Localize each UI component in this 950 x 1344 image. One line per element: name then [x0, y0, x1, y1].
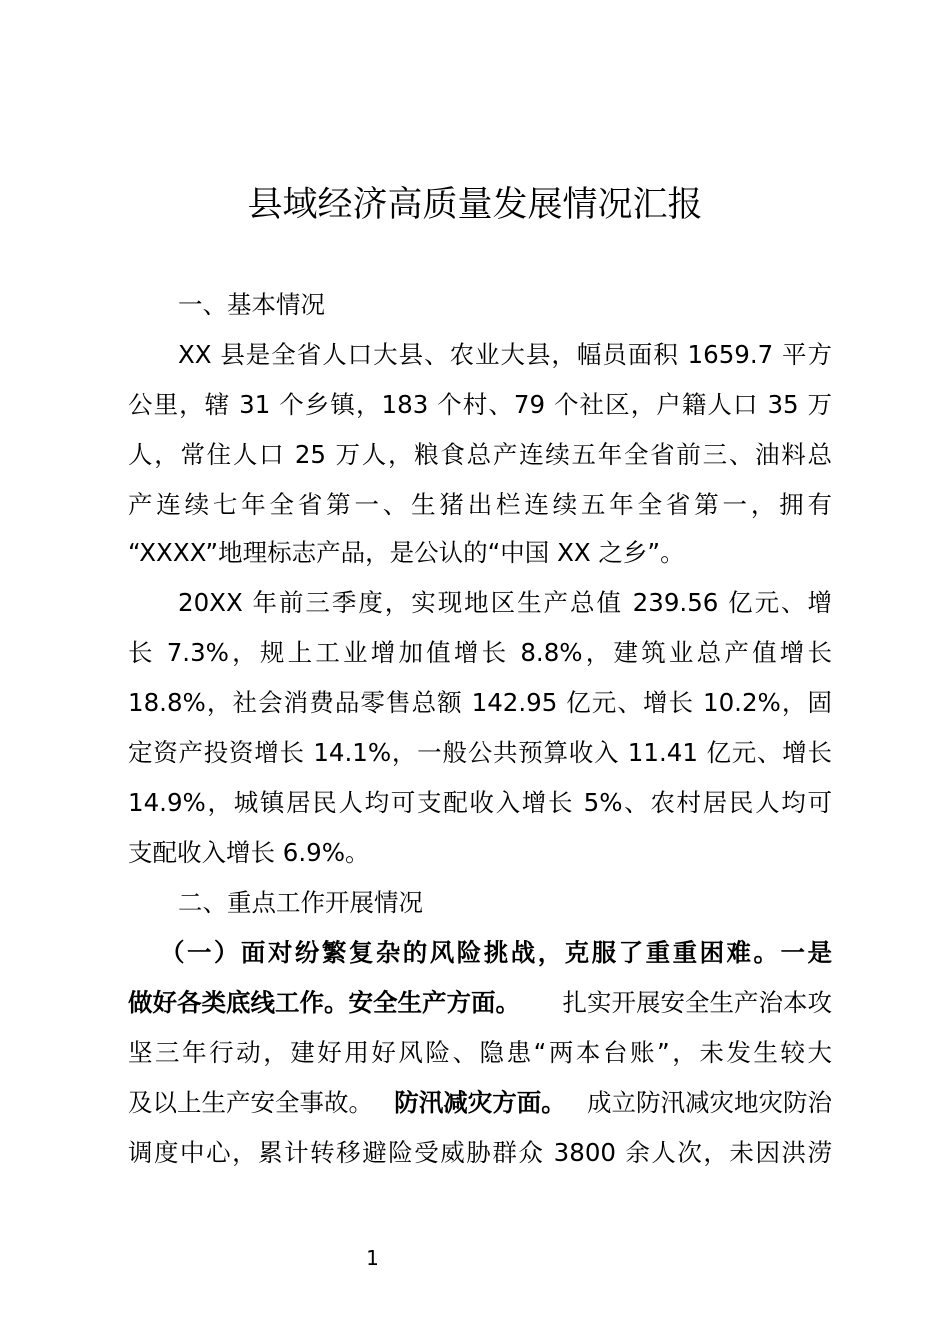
paragraph-line: 人，常住人口 25 万人，粮食总产连续五年全省前三、油料总	[128, 440, 832, 469]
page-number: 1	[366, 1246, 379, 1270]
paragraph-line: 坚三年行动，建好用好风险、隐患“两本台账”，未发生较大	[128, 1038, 832, 1067]
bold-run: 做好各类底线工作。安全生产方面。	[128, 988, 520, 1017]
paragraph-line: 长 7.3%，规上工业增加值增长 8.8%，建筑业总产值增长	[128, 638, 832, 667]
paragraph-line: 支配收入增长 6.9%。	[128, 838, 370, 867]
paragraph-line: 20XX 年前三季度，实现地区生产总值 239.56 亿元、增	[178, 588, 832, 617]
paragraph-line: 产连续七年全省第一、生猪出栏连续五年全省第一，拥有	[128, 490, 832, 519]
bold-run: 防汛减灾方面。	[394, 1088, 566, 1117]
text-run: 及以上生产安全事故。	[128, 1088, 373, 1117]
section-heading: 二、重点工作开展情况	[178, 888, 423, 917]
section-heading: 一、基本情况	[178, 290, 325, 319]
paragraph-line: 14.9%，城镇居民人均可支配收入增长 5%、农村居民人均可	[128, 788, 832, 817]
paragraph-line: 定资产投资增长 14.1%，一般公共预算收入 11.41 亿元、增长	[128, 738, 832, 767]
subsection-heading: （一）面对纷繁复杂的风险挑战，克服了重重困难。一是	[160, 938, 832, 967]
paragraph-line: 公里，辖 31 个乡镇，183 个村、79 个社区，户籍人口 35 万	[128, 390, 832, 419]
paragraph-line: 18.8%，社会消费品零售总额 142.95 亿元、增长 10.2%，固	[128, 688, 832, 717]
paragraph-line: “XXXX”地理标志产品，是公认的“中国 XX 之乡”。	[128, 538, 685, 567]
text-run: 扎实开展安全生产治本攻	[562, 988, 832, 1017]
paragraph-line: XX 县是全省人口大县、农业大县，幅员面积 1659.7 平方	[178, 340, 832, 369]
paragraph-line	[128, 986, 832, 1020]
document-title: 县域经济高质量发展情况汇报	[247, 185, 703, 225]
paragraph-line: 调度中心，累计转移避险受威胁群众 3800 余人次，未因洪涝	[128, 1138, 832, 1167]
paragraph-line	[128, 1086, 832, 1120]
text-run: 成立防汛减灾地灾防治	[587, 1088, 832, 1117]
